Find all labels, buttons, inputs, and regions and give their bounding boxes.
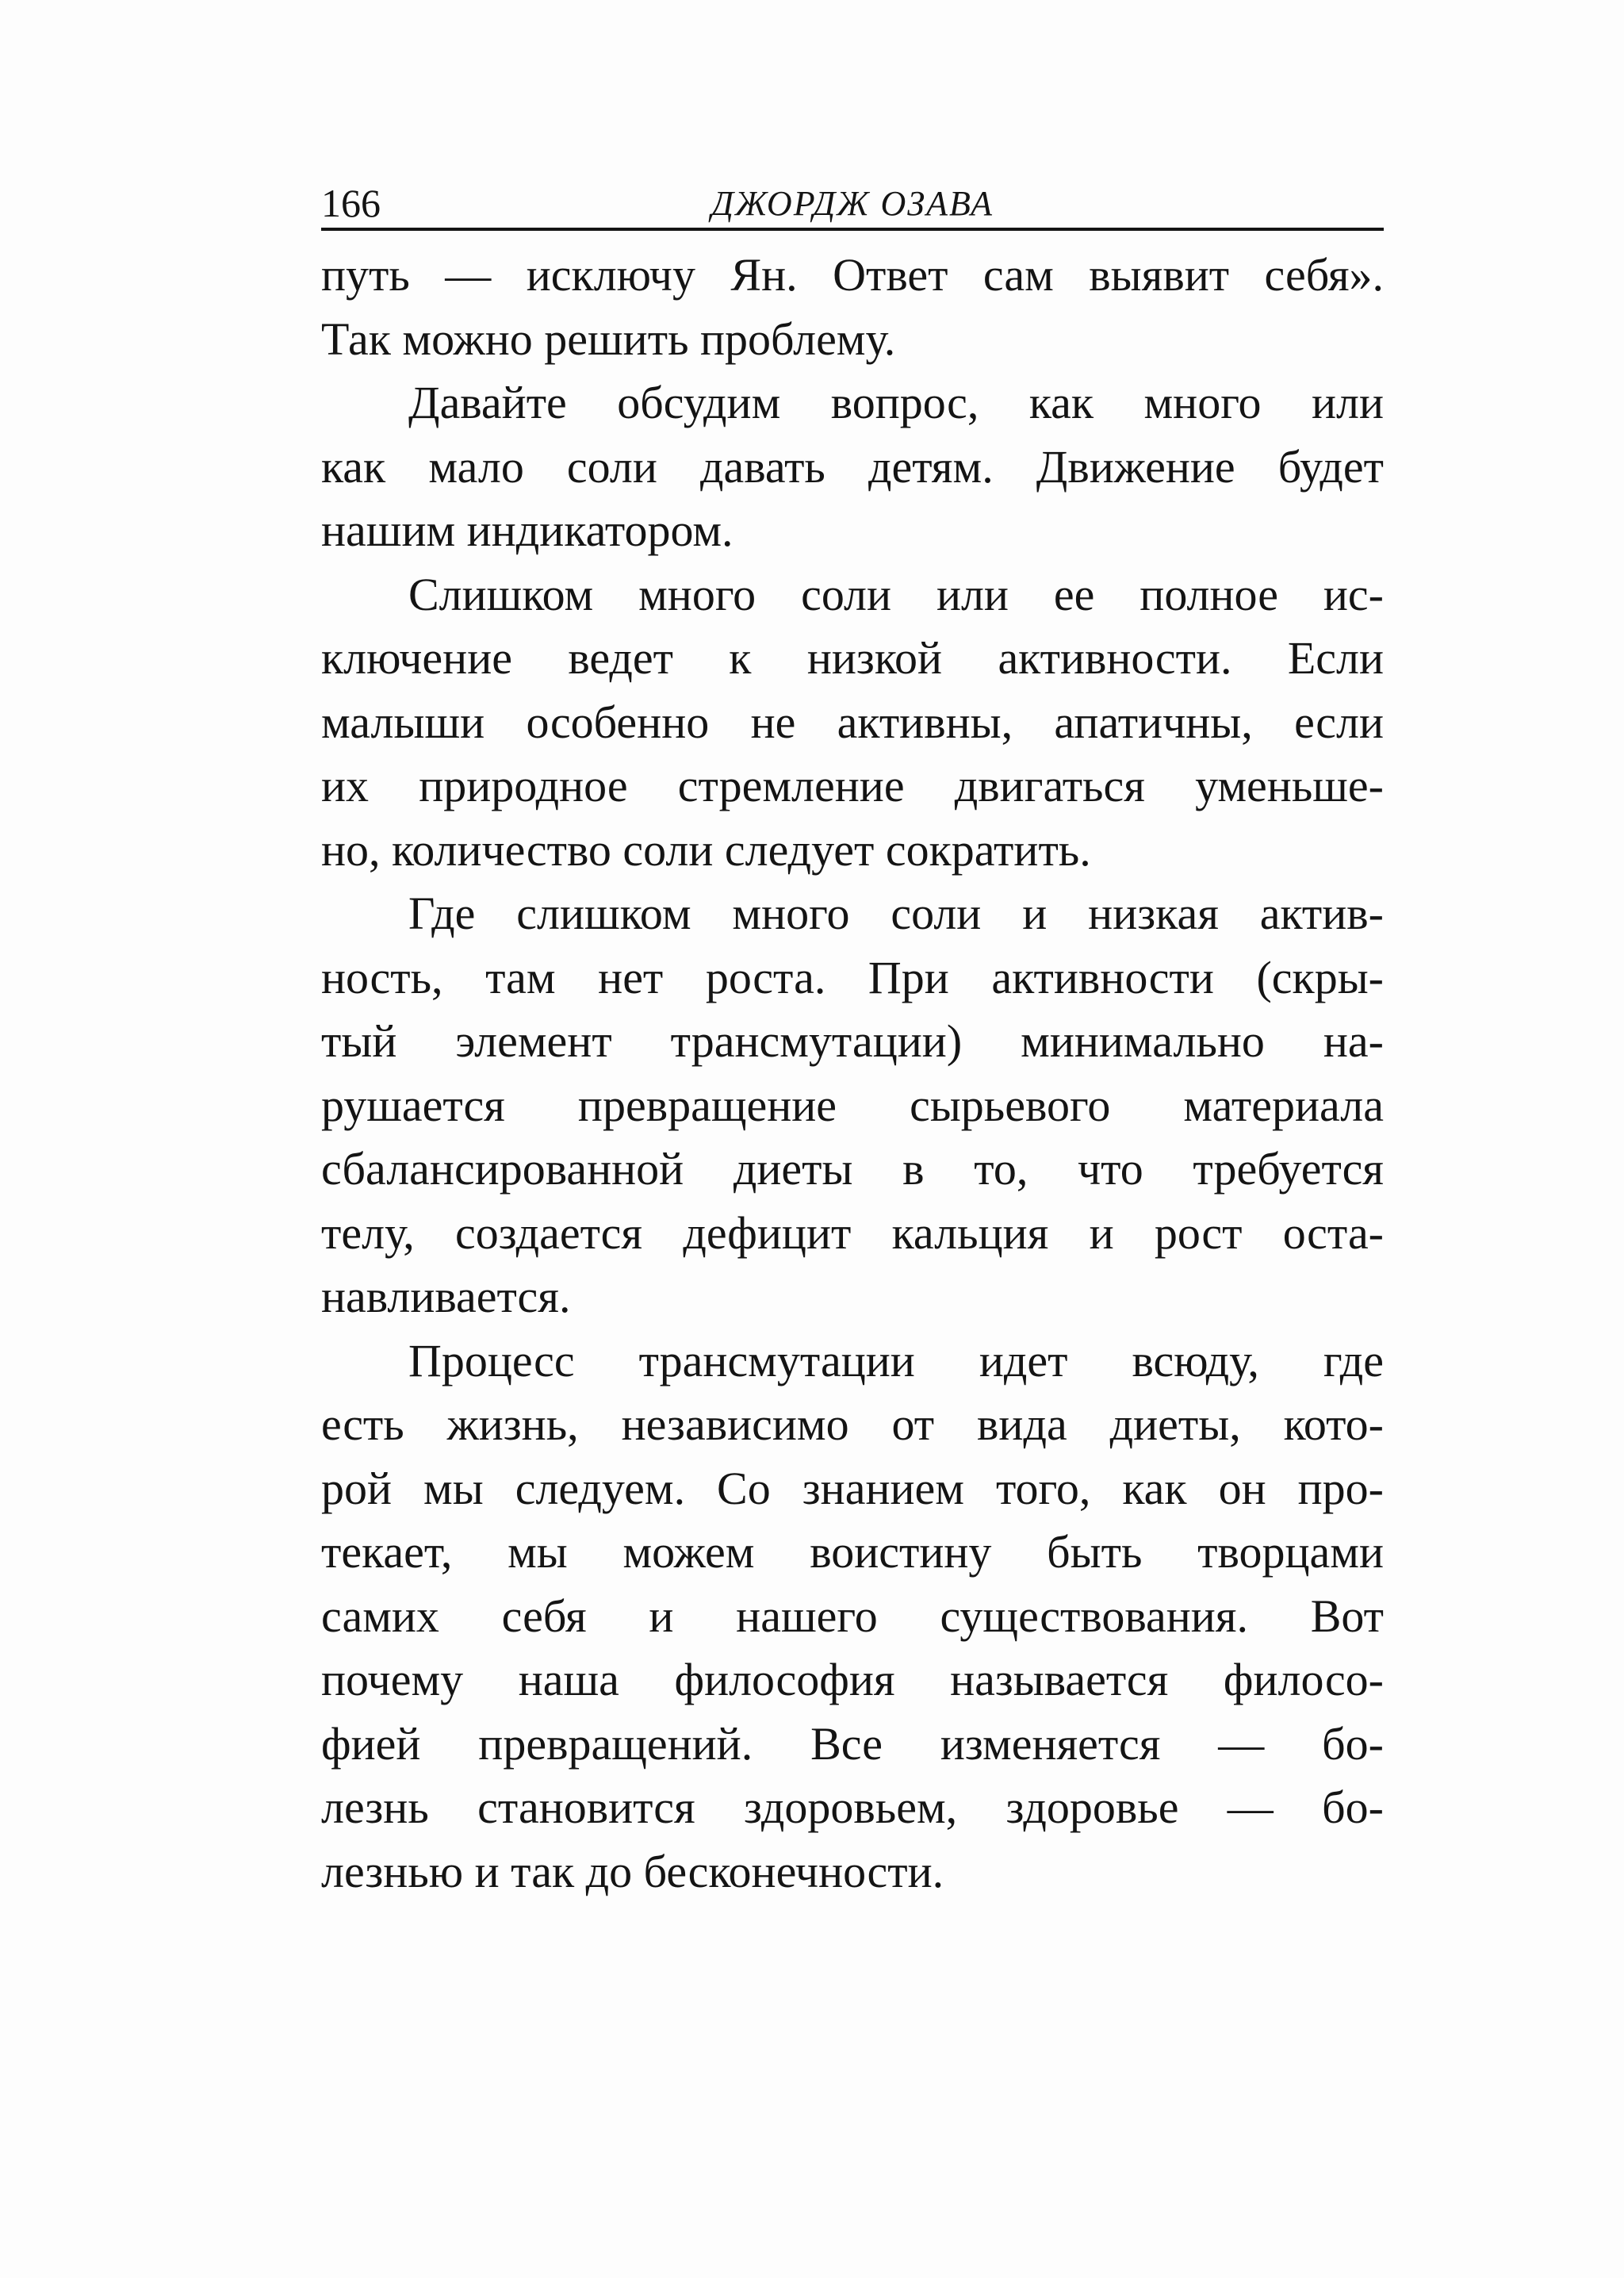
text-line: Так можно решить проблему. bbox=[321, 313, 896, 365]
text-line: почему наша философия называется филосо- bbox=[321, 1654, 1384, 1705]
text-line: есть жизнь, независимо от вида диеты, кото- bbox=[321, 1398, 1384, 1450]
text-line: фией превращений. Все изменяется — бо- bbox=[321, 1717, 1384, 1770]
text-line: ность, там нет роста. При активности (скры- bbox=[321, 951, 1384, 1003]
paragraph bbox=[321, 244, 1384, 371]
text-line: Процесс трансмутации идет всюду, где bbox=[408, 1334, 1384, 1386]
paragraph bbox=[321, 371, 1384, 563]
text-line: лезнь становится здоровьем, здоровье — бо- bbox=[321, 1781, 1384, 1833]
text-line: рушается превращение сырьевого материала bbox=[321, 1079, 1384, 1131]
text-line: самих себя и нашего существования. Вот bbox=[321, 1590, 1384, 1642]
text-line: малыши особенно не активны, апатичны, если bbox=[321, 696, 1384, 748]
page-number: 166 bbox=[321, 181, 381, 225]
text-line: Слишком много соли или ее полное ис- bbox=[408, 568, 1384, 620]
running-title: ДЖОРДЖ ОЗАВА bbox=[710, 184, 994, 223]
text-line: их природное стремление двигаться уменьше- bbox=[321, 760, 1384, 811]
text-line: лезнью и так до бесконечности. bbox=[321, 1845, 944, 1897]
text-line: сбалансированной диеты в то, что требуется bbox=[321, 1143, 1384, 1195]
text-line: нашим индикатором. bbox=[321, 504, 733, 556]
paragraph bbox=[321, 1329, 1384, 1904]
running-head bbox=[321, 178, 1384, 231]
text-line: Давайте обсудим вопрос, как много или bbox=[408, 377, 1384, 428]
text-line: как мало соли давать детям. Движение будет bbox=[321, 440, 1384, 493]
text-line: ключение ведет к низкой активности. Если bbox=[321, 632, 1384, 684]
text-line: телу, создается дефицит кальция и рост оста- bbox=[321, 1206, 1384, 1259]
text-line: навливается. bbox=[321, 1271, 571, 1322]
paragraph bbox=[321, 882, 1384, 1329]
text-line: Где слишком много соли и низкая актив- bbox=[408, 888, 1384, 939]
text-line: но, количество соли следует сократить. bbox=[321, 823, 1091, 876]
body-text bbox=[321, 244, 1384, 1904]
book-page bbox=[321, 178, 1384, 1904]
paragraph bbox=[321, 563, 1384, 883]
text-line: тый элемент трансмутации) минимально на- bbox=[321, 1015, 1384, 1067]
text-line: текает, мы можем воистину быть творцами bbox=[321, 1526, 1384, 1578]
text-line: рой мы следуем. Со знанием того, как он про- bbox=[321, 1462, 1384, 1514]
text-line: путь — исключу Ян. Ответ сам выявит себя». bbox=[321, 249, 1384, 301]
